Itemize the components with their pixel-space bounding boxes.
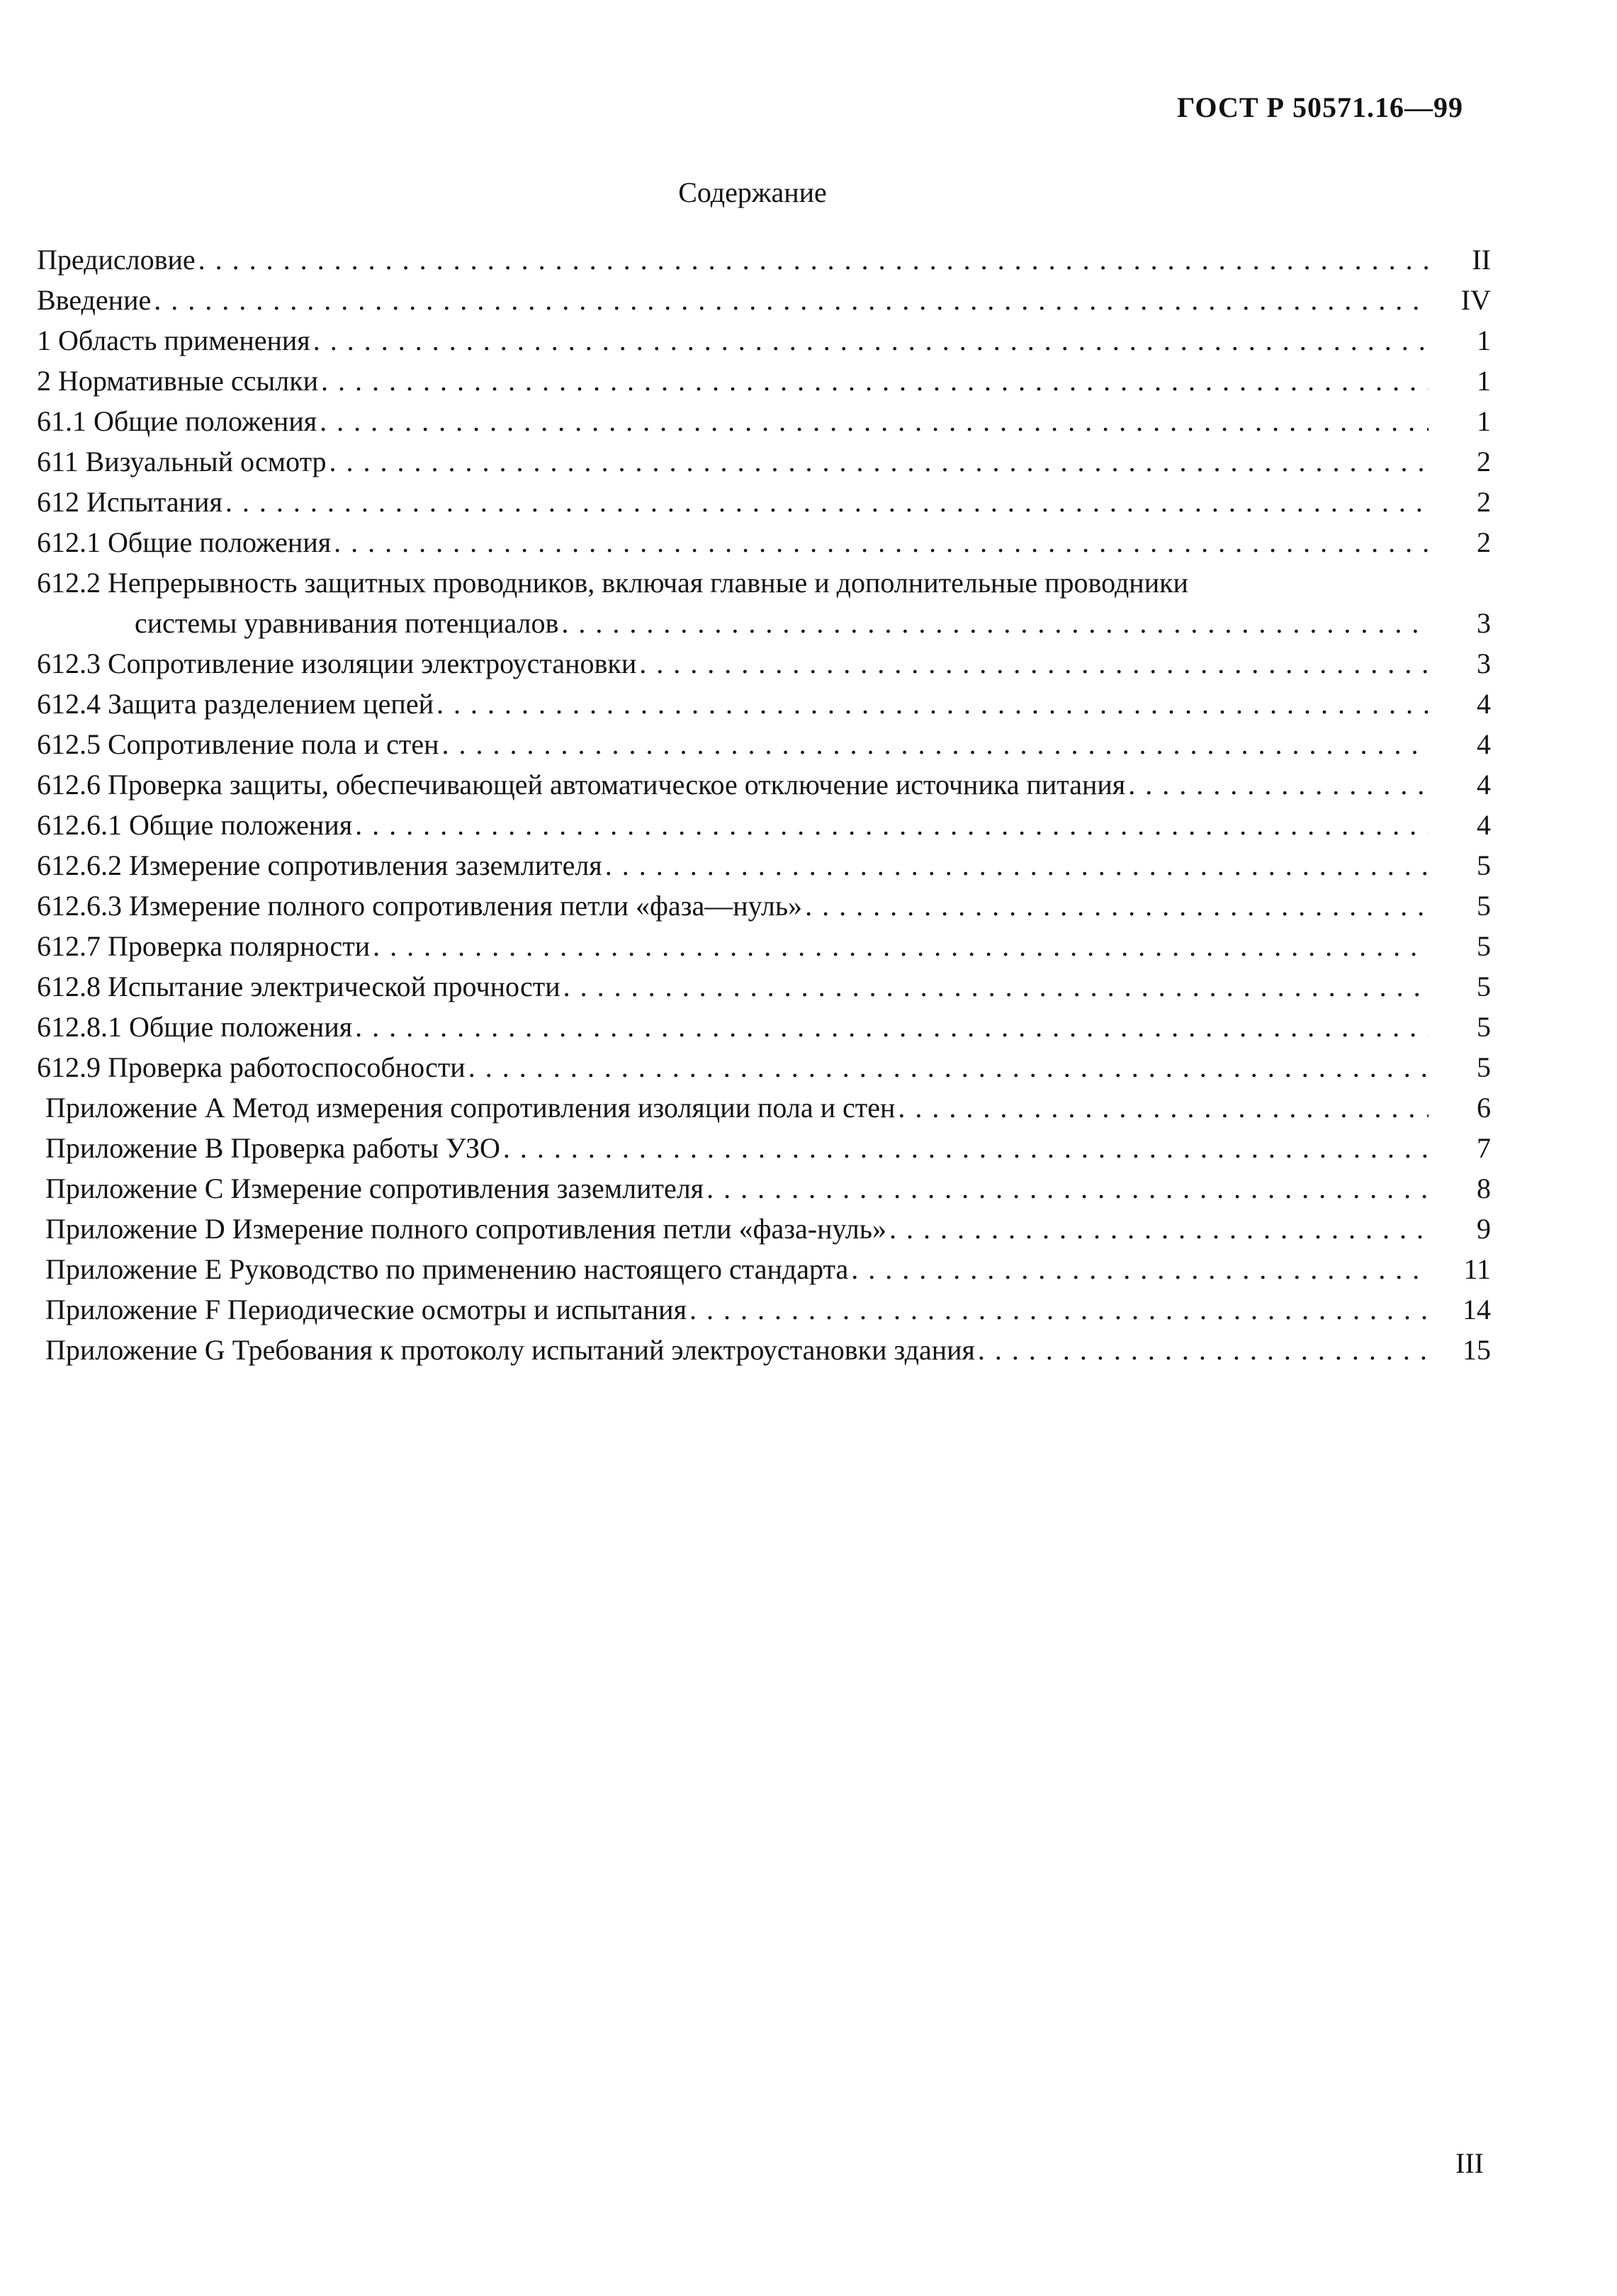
- toc-dot-leader: [563, 966, 1429, 1007]
- toc-entry-title: Приложение D Измерение полного сопротивления петли «фаза-нуль»: [45, 1213, 886, 1245]
- toc-entry-page: 4: [1477, 728, 1491, 760]
- toc-entry-page: 5: [1477, 930, 1491, 962]
- toc-entry[interactable]: [37, 724, 1491, 764]
- toc-entry-page: 4: [1477, 809, 1491, 841]
- toc-entry-page: 5: [1477, 890, 1491, 922]
- toc-dot-leader: [605, 845, 1429, 886]
- toc-entry[interactable]: [37, 441, 1491, 482]
- toc-entry-page: 8: [1477, 1172, 1491, 1204]
- toc-dot-leader: [313, 320, 1429, 361]
- toc-entry-title: 612.5 Сопротивление пола и стен: [37, 728, 439, 760]
- toc-entry-title: 612.6.3 Измерение полного сопротивления петли «фаза—нуль»: [37, 890, 803, 922]
- toc-entry[interactable]: [37, 280, 1491, 320]
- toc-entry-title: 612.4 Защита разделением цепей: [37, 688, 434, 720]
- toc-entry-page: 5: [1477, 849, 1491, 881]
- toc-dot-leader: [154, 280, 1429, 320]
- toc-entry[interactable]: [37, 401, 1491, 441]
- toc-dot-leader: [706, 1168, 1429, 1209]
- toc-entry-page: 3: [1477, 607, 1491, 639]
- toc-title: Содержание: [678, 176, 827, 208]
- toc-entry[interactable]: [37, 239, 1491, 280]
- toc-dot-leader: [689, 1289, 1429, 1330]
- toc-entry-page: 2: [1477, 486, 1491, 518]
- toc-entry-title: Приложение В Проверка работы УЗО: [45, 1132, 500, 1164]
- toc-entry-page: 1: [1477, 365, 1491, 397]
- toc-entry-page: 15: [1463, 1334, 1491, 1366]
- toc-entry-appendix[interactable]: [37, 1168, 1491, 1209]
- toc-entry[interactable]: [37, 926, 1491, 966]
- toc-dot-leader: [329, 441, 1429, 482]
- toc-entry-page: 5: [1477, 1051, 1491, 1083]
- toc-dot-leader: [851, 1249, 1429, 1289]
- toc-entry[interactable]: [37, 1007, 1491, 1047]
- toc-entry-title: 612.3 Сопротивление изоляции электроустановки: [37, 647, 637, 679]
- toc-entry-title: Введение: [37, 284, 152, 316]
- toc-entry-title: 612.6.1 Общие положения: [37, 809, 353, 841]
- toc-entry-title: Приложение F Периодические осмотры и испытания: [45, 1294, 687, 1325]
- toc-entry[interactable]: [37, 643, 1491, 684]
- toc-dot-leader: [355, 1007, 1429, 1047]
- toc-entry[interactable]: [37, 764, 1491, 805]
- toc-entry-page: 9: [1477, 1213, 1491, 1245]
- toc-entry-page: 7: [1477, 1132, 1491, 1164]
- toc-entry[interactable]: [37, 966, 1491, 1007]
- toc-entry-title: 612.8.1 Общие положения: [37, 1011, 353, 1043]
- toc-entry-page: 2: [1477, 446, 1491, 477]
- toc-entry-title: Приложение С Измерение сопротивления заземлителя: [45, 1172, 704, 1204]
- toc-entry-page: 14: [1463, 1294, 1491, 1325]
- toc-dot-leader: [1128, 764, 1429, 805]
- toc-entry-title: Предисловие: [37, 244, 196, 276]
- toc-entry-title-continuation: системы уравнивания потенциалов: [135, 607, 559, 639]
- toc-entry-title: 1 Область применения: [37, 324, 310, 356]
- toc-dot-leader: [334, 522, 1429, 562]
- toc-entry-page: IV: [1460, 284, 1491, 316]
- toc-entry-title: 612.6.2 Измерение сопротивления заземлителя: [37, 849, 602, 881]
- toc-entry-appendix[interactable]: [37, 1087, 1491, 1128]
- table-of-contents: [37, 239, 1491, 1370]
- toc-entry[interactable]: [37, 361, 1491, 401]
- toc-entry-page: 1: [1477, 405, 1491, 437]
- toc-entry-title: 612.1 Общие положения: [37, 526, 332, 558]
- toc-dot-leader: [503, 1128, 1429, 1168]
- toc-dot-leader: [639, 643, 1429, 684]
- toc-dot-leader: [355, 805, 1429, 845]
- toc-dot-leader: [441, 724, 1429, 764]
- toc-entry[interactable]: [37, 320, 1491, 361]
- toc-entry[interactable]: [37, 886, 1491, 926]
- toc-dot-leader: [321, 361, 1429, 401]
- toc-dot-leader: [436, 684, 1429, 724]
- toc-dot-leader: [225, 482, 1429, 522]
- toc-dot-leader: [468, 1047, 1429, 1087]
- toc-entry-title: 612.2 Непрерывность защитных проводников, включая главные и дополнительные проводники: [37, 567, 1188, 599]
- toc-entry-page: II: [1472, 244, 1491, 276]
- toc-entry-appendix[interactable]: [37, 1330, 1491, 1370]
- toc-dot-leader: [373, 926, 1429, 966]
- toc-entry-page: 1: [1477, 324, 1491, 356]
- toc-entry[interactable]: [37, 522, 1491, 562]
- toc-entry-page: 4: [1477, 769, 1491, 801]
- toc-entry-page: 3: [1477, 647, 1491, 679]
- toc-entry-appendix[interactable]: [37, 1128, 1491, 1168]
- toc-entry-page: 6: [1477, 1092, 1491, 1124]
- toc-dot-leader: [889, 1209, 1429, 1249]
- toc-entry-title: 612.8 Испытание электрической прочности: [37, 971, 560, 1002]
- toc-entry-page: 11: [1463, 1253, 1491, 1285]
- toc-entry[interactable]: [37, 845, 1491, 886]
- toc-entry-title: 2 Нормативные ссылки: [37, 365, 319, 397]
- toc-entry-title: 612 Испытания: [37, 486, 222, 518]
- toc-dot-leader: [320, 401, 1429, 441]
- toc-entry-title: 612.6 Проверка защиты, обеспечивающей автоматическое отключение источника питания: [37, 769, 1126, 801]
- toc-entry[interactable]: [37, 562, 1491, 643]
- toc-dot-leader: [978, 1330, 1429, 1370]
- toc-entry-title: 61.1 Общие положения: [37, 405, 317, 437]
- toc-entry[interactable]: [37, 1047, 1491, 1087]
- toc-entry-title: Приложение G Требования к протоколу испытаний электроустановки здания: [45, 1334, 975, 1366]
- toc-entry-title: 612.7 Проверка полярности: [37, 930, 371, 962]
- toc-entry[interactable]: [37, 805, 1491, 845]
- toc-entry-appendix[interactable]: [37, 1249, 1491, 1289]
- toc-entry-title: 612.9 Проверка работоспособности: [37, 1051, 466, 1083]
- toc-dot-leader: [898, 1087, 1429, 1128]
- toc-entry-page: 2: [1477, 526, 1491, 558]
- toc-entry-page: 4: [1477, 688, 1491, 720]
- toc-entry-title: Приложение Е Руководство по применению настоящего стандарта: [45, 1253, 849, 1285]
- toc-entry[interactable]: [37, 482, 1491, 522]
- toc-dot-leader: [805, 886, 1429, 926]
- toc-entry-appendix[interactable]: [37, 1209, 1491, 1249]
- page-number: III: [1455, 2147, 1484, 2179]
- toc-entry-title: 611 Визуальный осмотр: [37, 446, 327, 477]
- toc-dot-leader: [561, 603, 1429, 643]
- toc-entry-page: 5: [1477, 971, 1491, 1002]
- toc-dot-leader: [198, 239, 1429, 280]
- document-code: ГОСТ Р 50571.16—99: [1176, 91, 1463, 123]
- toc-entry-page: 5: [1477, 1011, 1491, 1043]
- toc-entry-appendix[interactable]: [37, 1289, 1491, 1330]
- toc-entry-title: Приложение А Метод измерения сопротивления изоляции пола и стен: [45, 1092, 896, 1124]
- toc-entry[interactable]: [37, 684, 1491, 724]
